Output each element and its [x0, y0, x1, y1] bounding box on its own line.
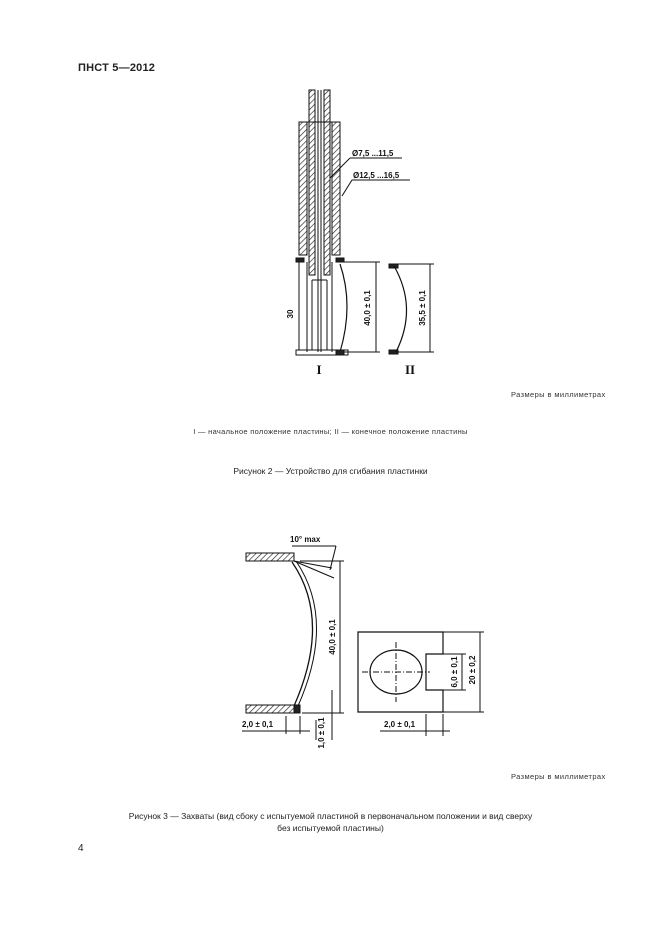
plate-position-2 [394, 266, 407, 352]
figure-2-legend: I — начальное положение пластины; II — конечное положение пластины [193, 427, 468, 436]
test-plate [292, 562, 313, 706]
page-number: 4 [78, 843, 84, 854]
outer-diameter-label: Ø12,5 ...16,5 [353, 171, 400, 180]
position-2-label: II [404, 362, 416, 377]
inner-diameter-label: Ø7,5 ...11,5 [352, 149, 394, 158]
angle-label: 10° max [290, 535, 321, 544]
figure-3-units-note: Размеры в миллиметрах [511, 772, 606, 781]
width-20-label: 20 ± 0,2 [468, 655, 477, 685]
figure-3-caption-line-1: Рисунок 3 — Захваты (вид сбоку с испытуемой пластиной в первоначальном положении и вид сверху [128, 811, 533, 821]
span-40-label: 40,0 ± 0,1 [363, 290, 372, 326]
height-30-label: 30 [286, 309, 295, 319]
outer-sleeve-left-wall [299, 122, 307, 255]
figure-3-top-view [358, 632, 484, 736]
figure-2-caption: Рисунок 2 — Устройство для сгибания пластинки [233, 466, 428, 476]
figure-2-units-note: Размеры в миллиметрах [511, 390, 606, 399]
upper-clamp [246, 553, 294, 561]
plate-position-1 [340, 264, 347, 352]
outer-sleeve-right-wall [332, 122, 340, 255]
right-clamp-ledge [336, 258, 344, 262]
lower-clamp [246, 705, 296, 713]
offset-left-label: 2,0 ± 0,1 [242, 720, 274, 729]
position-1-label: I [316, 362, 322, 377]
slot-6-label: 6,0 ± 0,1 [450, 656, 459, 688]
span-35-label: 35,5 ± 0,1 [418, 290, 427, 326]
side-span-40-label: 40,0 ± 0,1 [328, 619, 337, 655]
offset-right-label: 2,0 ± 0,1 [384, 720, 416, 729]
left-clamp-ledge [296, 258, 304, 262]
figure-3-caption-line-2: без испытуемой пластины) [277, 823, 384, 833]
inner-tube-left-wall [309, 90, 315, 275]
document-header: ПНСТ 5—2012 [78, 62, 156, 74]
inner-tube-right-wall [324, 90, 330, 275]
height-1-label: 1,0 ± 0,1 [317, 717, 326, 749]
